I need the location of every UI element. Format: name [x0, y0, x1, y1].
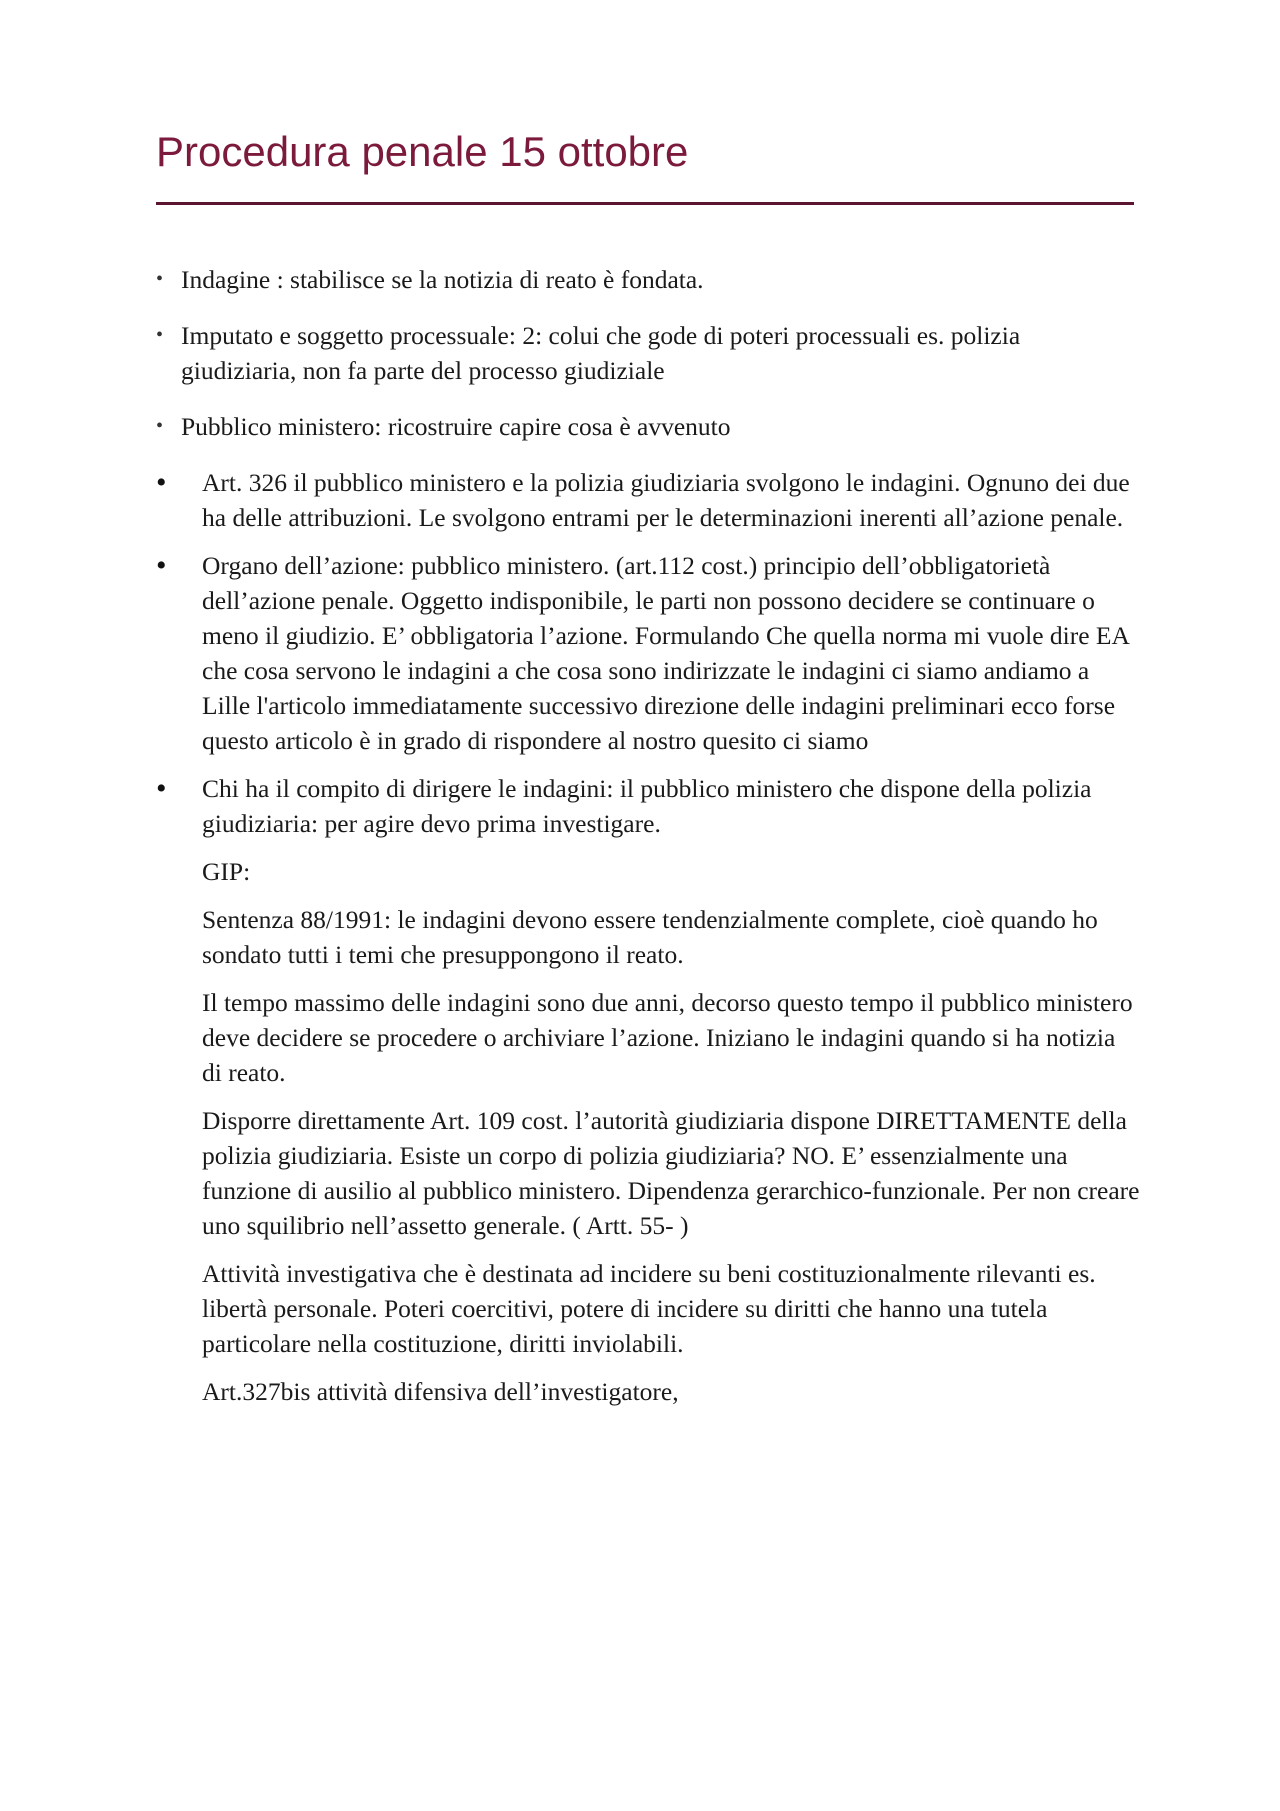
bullet-icon: • [156, 324, 164, 346]
bullet-icon: • [156, 415, 164, 437]
list-item [156, 771, 1141, 841]
paragraph-sentenza: Sentenza 88/1991: le indagini devono essere tendenzialmente complete, cioè quando ho sondato tutti i temi che presuppongono il reato. [202, 905, 1098, 969]
list-item-text: Chi ha il compito di dirigere le indagini: il pubblico ministero che dispone della polizia giudiziaria: per agire devo prima investigare. [202, 774, 1092, 838]
bullet-icon: • [156, 549, 167, 582]
list-item [156, 262, 1141, 297]
list-item-text: Imputato e soggetto processuale: 2: colui che gode di poteri processuali es. polizia giudiziaria, non fa parte del processo giudiziale [181, 321, 1021, 385]
list-item [156, 465, 1141, 535]
list-item-text: Pubblico ministero: ricostruire capire cosa è avvenuto [181, 412, 731, 441]
paragraph-tempo-massimo: Il tempo massimo delle indagini sono due anni, decorso questo tempo il pubblico ministero deve decidere se procedere o archiviare l’azione. Iniziano le indagini quando si ha notizia di reato. [202, 988, 1133, 1087]
list-item [156, 409, 1141, 444]
paragraph-attivita: Attività investigativa che è destinata ad incidere su beni costituzionalmente rilevanti es. libertà personale. Poteri coercitivi, potere di incidere su diritti che hanno una tutela particolare nella costituzione, diritti inviolabili. [202, 1259, 1096, 1358]
list-item-text: Art. 326 il pubblico ministero e la polizia giudiziaria svolgono le indagini. Ognuno dei due ha delle attribuzioni. Le svolgono entrami per le determinazioni inerenti all’azione penale. [202, 468, 1130, 532]
list-item [156, 548, 1141, 758]
bullet-icon: • [156, 772, 167, 805]
title-divider [156, 202, 1134, 205]
bullet-icon: • [156, 268, 164, 290]
paragraph-disporre: Disporre direttamente Art. 109 cost. l’autorità giudiziaria dispone DIRETTAMENTE della polizia giudiziaria. Esiste un corpo di polizia giudiziaria? NO. E’ essenzialmente una funzione di ausilio al pubblico ministero. Dipendenza gerarchico-funzionale. Per non creare uno squilibrio nell’assetto generale. ( Artt. 55- ) [202, 1106, 1140, 1240]
list-item [156, 318, 1141, 388]
paragraph-gip: GIP: [202, 857, 251, 886]
bullet-icon: • [156, 466, 167, 499]
list-item-text: Indagine : stabilisce se la notizia di reato è fondata. [181, 265, 704, 294]
page-title: Procedura penale 15 ottobre [156, 128, 689, 175]
document-body [156, 262, 1141, 1422]
list-item-text: Organo dell’azione: pubblico ministero. (art.112 cost.) principio dell’obbligatorietà dell’azione penale. Oggetto indisponibile, le parti non possono decidere se continuare o meno il giudizio. E’ obbligatoria l’azione. Formulando Che quella norma mi vuole dire EA che cosa servono le indagini a che cosa sono indirizzate le indagini ci siamo andiamo a Lille l'articolo immediatamente successivo direzione delle indagini preliminari ecco forse questo articolo è in grado di rispondere al nostro quesito ci siamo [202, 551, 1129, 755]
paragraph-art-327bis: Art.327bis attività difensiva dell’investigatore, [202, 1377, 679, 1406]
